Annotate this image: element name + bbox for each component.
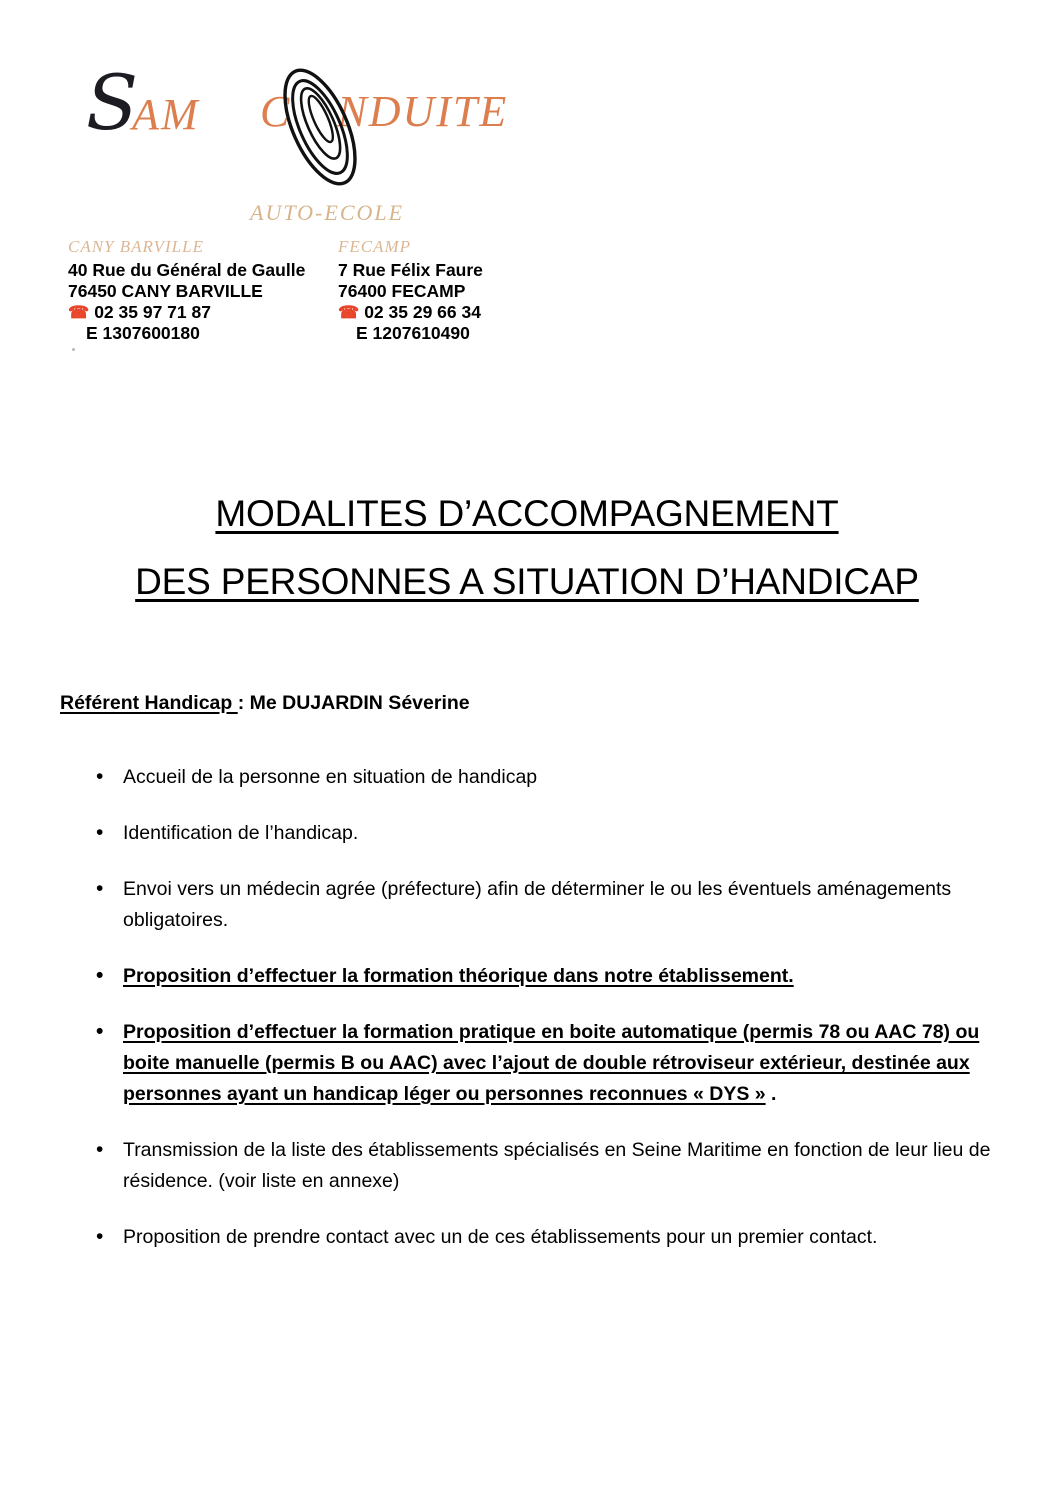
list-item (60, 874, 1023, 936)
telephone-icon: ☎ (338, 303, 360, 322)
list-item (60, 818, 1000, 849)
branch-postal: 76400 FECAMP (338, 281, 466, 301)
branch-phone-row (338, 302, 483, 323)
page-title-line-1 (0, 480, 1054, 548)
company-logo (60, 52, 580, 225)
list-item (60, 762, 1000, 793)
scan-artifact-dot (72, 348, 75, 351)
branch-licence: E 1307600180 (86, 323, 200, 343)
referent-handicap-line (60, 692, 470, 715)
logo-word-sam (86, 58, 200, 147)
list-item (60, 961, 1000, 992)
page-title-line-2 (0, 548, 1054, 616)
branch-fecamp (338, 237, 483, 344)
list-item-text: Identification de l’handicap. (123, 822, 359, 844)
branch-postal: 76450 CANY BARVILLE (68, 281, 263, 301)
branch-phone-number: 02 35 97 71 87 (94, 302, 211, 322)
logo-letter-c: C (260, 87, 292, 136)
list-item (60, 1017, 1023, 1110)
list-item-text: Transmission de la liste des établissements spécialisés en Seine Maritime en fonction de leur lieu de résidence. (voir liste en annexe) (123, 1139, 991, 1192)
branch-phone-row (68, 302, 305, 323)
referent-value: : Me DUJARDIN Séverine (237, 691, 470, 714)
logo-letters-am: AM (132, 90, 200, 139)
list-item-text: Accueil de la personne en situation de handicap (123, 766, 538, 788)
referent-label: Référent Handicap (60, 691, 238, 714)
list-item (60, 1222, 1023, 1253)
telephone-icon: ☎ (68, 303, 90, 322)
list-item-text: Proposition de prendre contact avec un de ces établissements pour un premier contact. (123, 1226, 878, 1248)
logo-tagline: AUTO-ECOLE (250, 200, 405, 225)
accompaniment-steps-list (60, 762, 1000, 1278)
logo-letter-s: S (86, 58, 137, 147)
logo-word-conduite (260, 86, 508, 137)
list-item (60, 1135, 1023, 1197)
branch-street: 40 Rue du Général de Gaulle (68, 260, 306, 280)
page-title (0, 480, 1054, 616)
logo-letters-nduite: NDUITE (337, 87, 509, 136)
branch-street: 7 Rue Félix Faure (338, 260, 483, 280)
branch-cany-barville (68, 237, 305, 344)
branch-city-name: FECAMP (338, 237, 412, 256)
list-item-trailing: . (765, 1083, 777, 1105)
list-item-text: Proposition d’effectuer la formation théorique dans notre établissement. (123, 965, 794, 987)
page-title-line-1-text: MODALITES D’ACCOMPAGNEMENT (215, 492, 839, 534)
list-item-text: Envoi vers un médecin agrée (préfecture) afin de déterminer le ou les éventuels aménagements obligatoires. (123, 878, 952, 931)
branch-licence: E 1207610490 (356, 323, 470, 343)
branch-phone-number: 02 35 29 66 34 (364, 302, 481, 322)
branch-city-name: CANY BARVILLE (68, 237, 204, 256)
list-item-text: Proposition d’effectuer la formation pratique en boite automatique (permis 78 ou AAC 78) ou boite manuelle (permis B ou AAC) avec l’ajout de double rétroviseur extérieur, destinée aux personnes ayant un handicap léger ou personnes reconnues « DYS » (123, 1021, 980, 1105)
page-title-line-2-text: DES PERSONNES A SITUATION D’HANDICAP (135, 560, 919, 602)
letterhead (60, 52, 580, 357)
